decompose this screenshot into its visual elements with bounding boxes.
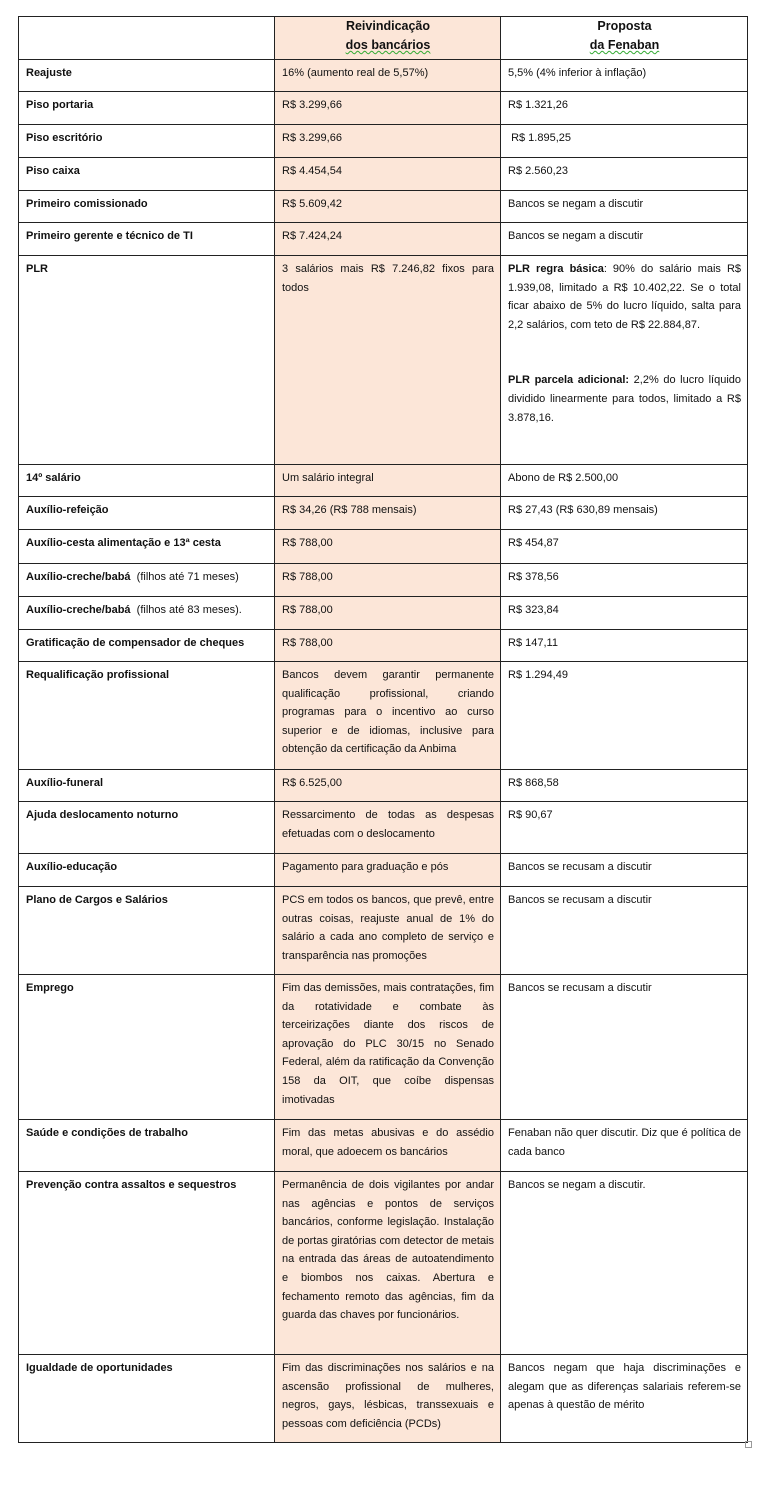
row-label-note: (filhos até 71 meses) [130, 571, 239, 583]
demand-cell: Pagamento para graduação e pós [275, 854, 501, 887]
row-label-text: Piso escritório [26, 132, 103, 144]
row-label-text: Piso caixa [26, 165, 80, 177]
demand-cell: R$ 3.299,66 [275, 125, 501, 158]
proposal-cell: R$ 1.895,25 [501, 125, 748, 158]
row-label [19, 497, 275, 530]
header-proposal-line1: Proposta [597, 19, 652, 33]
row-label [19, 597, 275, 630]
proposal-cell: R$ 454,87 [501, 530, 748, 564]
table-row [19, 158, 748, 191]
proposal-cell: R$ 27,43 (R$ 630,89 mensais) [501, 497, 748, 530]
row-label [19, 92, 275, 125]
row-label [19, 158, 275, 191]
table-row [19, 564, 748, 597]
comparison-table [18, 16, 748, 1443]
row-label-text: Gratificação de compensador de cheques [26, 637, 245, 649]
proposal-cell: Abono de R$ 2.500,00 [501, 465, 748, 497]
proposal-cell: R$ 378,56 [501, 564, 748, 597]
demand-cell: Ressarcimento de todas as despesas efetuadas com o deslocamento [275, 802, 501, 854]
proposal-cell: R$ 147,11 [501, 630, 748, 662]
proposal-cell: Bancos se negam a discutir [501, 223, 748, 256]
row-label [19, 223, 275, 256]
demand-cell: PCS em todos os bancos, que prevê, entre outras coisas, reajuste anual de 1% do salário a cada ano completo de serviço e transparência nas promoções [275, 887, 501, 975]
row-label-text: Auxílio-refeição [26, 504, 109, 516]
demand-cell: 3 salários mais R$ 7.246,82 fixos para todos [275, 256, 501, 465]
table-row [19, 597, 748, 630]
table-row [19, 60, 748, 92]
demand-cell: Fim das demissões, mais contratações, fim da rotatividade e combate às terceirizações diante dos riscos de aprovação do PLC 30/15 no Senado Federal, além da ratificação da Convenção 158 da OIT, que coíbe dispensas imotivadas [275, 975, 501, 1120]
proposal-cell: 5,5% (4% inferior à inflação) [501, 60, 748, 92]
proposal-paragraph [508, 371, 741, 427]
table-row [19, 92, 748, 125]
demand-cell: R$ 3.299,66 [275, 92, 501, 125]
row-label-text: Requalificação profissional [26, 669, 170, 681]
table-row [19, 802, 748, 854]
proposal-cell: R$ 1.321,26 [501, 92, 748, 125]
proposal-cell: R$ 323,84 [501, 597, 748, 630]
proposal-cell [501, 256, 748, 465]
row-label-text: Reajuste [26, 67, 72, 79]
demand-cell: Permanência de dois vigilantes por andar nas agências e pontos de serviços bancários, conforme legislação. Instalação de portas giratórias com detector de metais na entrada das áreas de autoatendimento e biombos nos caixas. Abertura e fechamento remoto das agências, fim da guarda das chaves por funcionários. [275, 1172, 501, 1355]
row-label [19, 630, 275, 662]
row-label-text: PLR [26, 263, 48, 275]
table-row [19, 1355, 748, 1443]
row-label [19, 191, 275, 223]
row-label [19, 465, 275, 497]
proposal-cell: Bancos se negam a discutir. [501, 1172, 748, 1355]
row-label-text: Primeiro gerente e técnico de TI [26, 230, 193, 242]
table-row [19, 465, 748, 497]
proposal-heading: PLR regra básica [508, 263, 604, 275]
header-proposal [501, 17, 748, 60]
table-row [19, 1172, 748, 1355]
row-label-text: Prevenção contra assaltos e sequestros [26, 1179, 237, 1191]
demand-cell: Bancos devem garantir permanente qualificação profissional, criando programas para o incentivo ao curso superior e de idiomas, inclusive para obtenção da certificação da Anbima [275, 662, 501, 770]
table-row [19, 630, 748, 662]
demand-cell: R$ 788,00 [275, 630, 501, 662]
demand-cell: Fim das metas abusivas e do assédio moral, que adoecem os bancários [275, 1120, 501, 1172]
row-label [19, 975, 275, 1120]
demand-cell: R$ 4.454,54 [275, 158, 501, 191]
proposal-text: 2,2% do lucro líquido dividido linearmente para todos, limitado a R$ 3.878,16. [508, 374, 741, 424]
row-label [19, 662, 275, 770]
table-row [19, 854, 748, 887]
row-label [19, 125, 275, 158]
row-label-text: Ajuda deslocamento noturno [26, 809, 179, 821]
row-label-text: Primeiro comissionado [26, 198, 148, 210]
header-proposal-line2: da Fenaban [589, 38, 660, 52]
table-row [19, 256, 748, 465]
table-body [19, 60, 748, 1443]
row-label-text: Piso portaria [26, 99, 94, 111]
proposal-cell: R$ 2.560,23 [501, 158, 748, 191]
row-label [19, 530, 275, 564]
row-label [19, 1120, 275, 1172]
demand-cell: R$ 34,26 (R$ 788 mensais) [275, 497, 501, 530]
row-label-text: 14º salário [26, 472, 81, 484]
table-row [19, 1120, 748, 1172]
demand-cell: Um salário integral [275, 465, 501, 497]
row-label-text: Auxílio-educação [26, 861, 118, 873]
row-label [19, 802, 275, 854]
proposal-cell: R$ 1.294,49 [501, 662, 748, 770]
row-label-text: Emprego [26, 982, 74, 994]
row-label [19, 256, 275, 465]
row-label [19, 564, 275, 597]
demand-cell: R$ 7.424,24 [275, 223, 501, 256]
row-label-text: Auxílio-cesta alimentação e 13ª cesta [26, 537, 221, 549]
table-row [19, 662, 748, 770]
row-label-text: Plano de Cargos e Salários [26, 894, 168, 906]
demand-cell: R$ 788,00 [275, 564, 501, 597]
table-row [19, 887, 748, 975]
table-row [19, 223, 748, 256]
table-resize-handle[interactable] [745, 1441, 752, 1448]
header-demand [275, 17, 501, 60]
proposal-cell: Bancos negam que haja discriminações e alegam que as diferenças salariais referem-se apenas à questão de mérito [501, 1355, 748, 1443]
header-empty-cell [19, 17, 275, 60]
table-row [19, 530, 748, 564]
table-row [19, 191, 748, 223]
row-label [19, 1355, 275, 1443]
demand-cell: R$ 6.525,00 [275, 770, 501, 802]
demand-cell: R$ 788,00 [275, 530, 501, 564]
header-demand-line1: Reivindicação [345, 19, 431, 33]
demand-cell: 16% (aumento real de 5,57%) [275, 60, 501, 92]
demand-cell: R$ 788,00 [275, 597, 501, 630]
demand-cell: Fim das discriminações nos salários e na ascensão profissional de mulheres, negros, gays, lésbicas, transsexuais e pessoas com deficiência (PCDs) [275, 1355, 501, 1443]
table-row [19, 770, 748, 802]
row-label [19, 60, 275, 92]
row-label [19, 887, 275, 975]
proposal-cell: Bancos se recusam a discutir [501, 975, 748, 1120]
proposal-cell: Bancos se recusam a discutir [501, 887, 748, 975]
proposal-cell: R$ 868,58 [501, 770, 748, 802]
row-label-text: Auxílio-funeral [26, 777, 104, 789]
row-label [19, 854, 275, 887]
row-label-note: (filhos até 83 meses). [130, 604, 242, 616]
row-label-text: Auxílio-creche/babá [26, 571, 131, 583]
row-label [19, 1172, 275, 1355]
table-row [19, 125, 748, 158]
table-row [19, 975, 748, 1120]
row-label-text: Auxílio-creche/babá [26, 604, 131, 616]
header-demand-line2: dos bancários [345, 38, 431, 52]
header-row [19, 17, 748, 60]
proposal-heading: PLR parcela adicional: [508, 374, 630, 387]
proposal-text: : 90% do salário mais R$ 1.939,08, limitado a R$ 10.402,22. Se o total ficar abaixo de 5% do lucro líquido, salta para 2,2 salários, com teto de R$ 22.884,87. [508, 263, 742, 331]
row-label-text: Igualdade de oportunidades [26, 1362, 173, 1374]
proposal-cell: Bancos se recusam a discutir [501, 854, 748, 887]
proposal-paragraph [508, 260, 741, 334]
proposal-cell: Bancos se negam a discutir [501, 191, 748, 223]
row-label-text: Saúde e condições de trabalho [26, 1127, 188, 1139]
proposal-cell: R$ 90,67 [501, 802, 748, 854]
table-row [19, 497, 748, 530]
row-label [19, 770, 275, 802]
proposal-cell: Fenaban não quer discutir. Diz que é política de cada banco [501, 1120, 748, 1172]
demand-cell: R$ 5.609,42 [275, 191, 501, 223]
